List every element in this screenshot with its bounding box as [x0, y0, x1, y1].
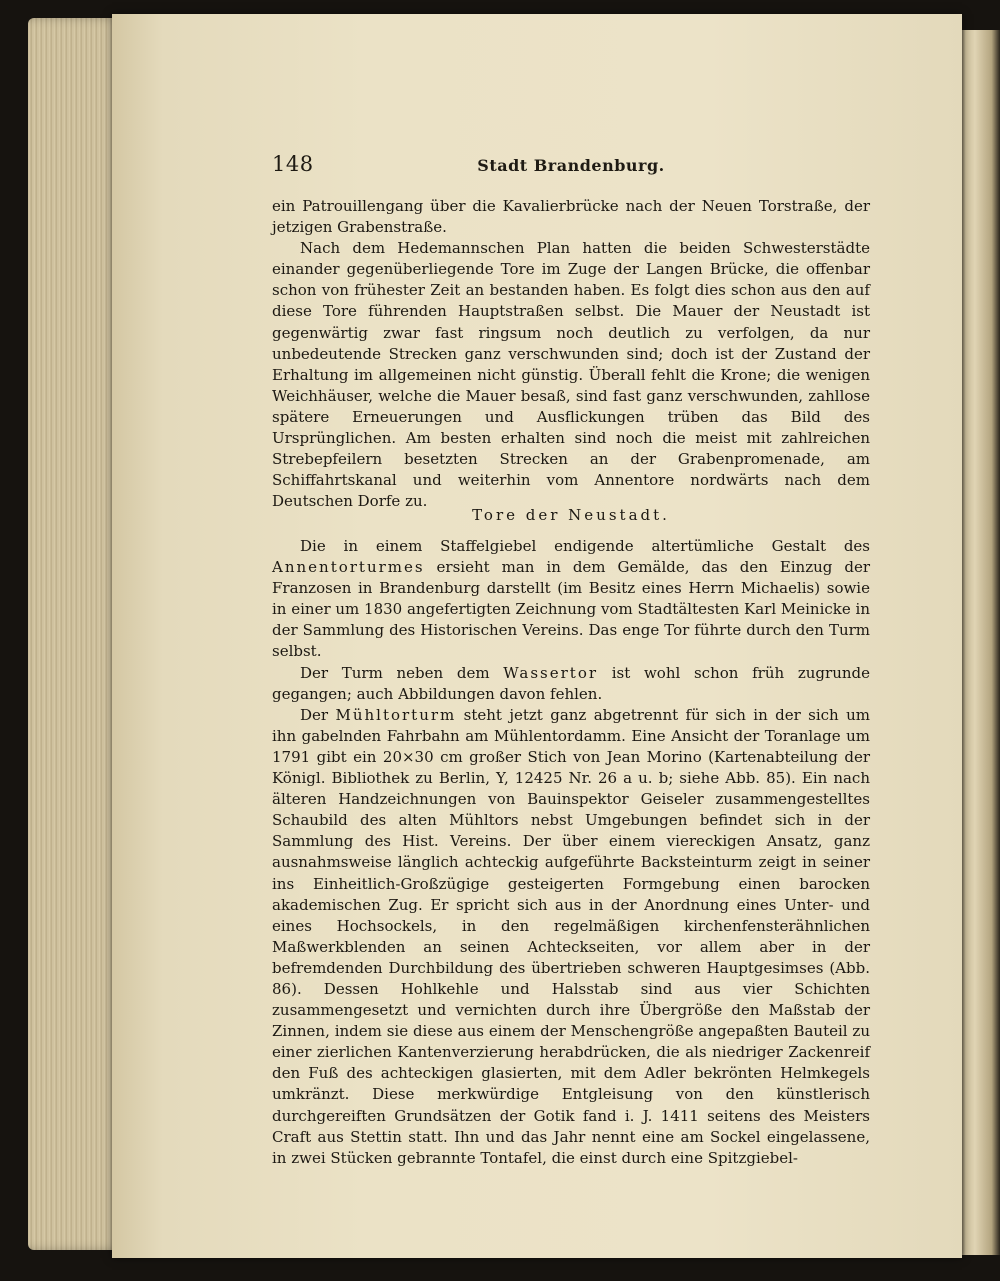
paragraph-continued: ein Patrouillengang über die Kavalierbrücke nach der Neuen Torstraße, der jetzigen Grabenstraße. — [272, 197, 870, 237]
text-run: Die in einem Staffelgiebel endigende altertümliche Gestalt des — [300, 537, 870, 555]
running-title: Stadt Brandenburg. — [477, 156, 665, 175]
facing-page-edge — [958, 30, 1000, 1255]
text-block-section — [272, 536, 870, 1169]
text-block-top — [272, 196, 870, 512]
text-run: ersieht man in dem Gemälde, das den Einzug der Franzosen in Brandenburg darstellt (im Besitz eines Herrn Michaelis) sowie in einer um 1830 angefertigten Zeichnung vom Stadtältesten Karl Meinicke in der Sammlung des Historischen Vereins. Das enge Tor führte durch den Turm selbst. — [272, 558, 870, 661]
page-number: 148 — [272, 152, 314, 176]
spaced-term-muehltorturm: Mühltorturm — [335, 705, 457, 724]
page-stack-edge — [28, 18, 124, 1250]
text-run: steht jetzt ganz abgetrennt für sich in der sich um ihn gabelnden Fahrbahn am Mühlentordamm. Eine Ansicht der Toranlage um 1791 gibt ein 20×30 cm großer Stich von Jean Morino (Kartenabteilung der Königl. Bibliothek zu Berlin, Y, 12425 Nr. 26 a u. b; siehe Abb. 85). Ein nach älteren Handzeichnungen von Bauinspektor Geiseler zusammengestelltes Schaubild des alten Mühltors nebst Umgebungen befindet sich in der Sammlung des Hist. Vereins. Der über einem viereckigen Ansatz, ganz ausnahmsweise länglich achteckig aufgeführte Backsteinturm zeigt in seiner ins Einheitlich-Großzügige gesteigerten Formgebung einen barocken akademischen Zug. Er spricht sich aus in der Anordnung eines Unter- und eines Hochsockels, in den regelmäßigen kirchenfensterähnlichen Maßwerkblenden an seinen Achteckseiten, vor allem aber in der befremdenden Durchbildung des übertrieben schweren Hauptgesimses (Abb. 86). Dessen Hohlkehle und Halsstab sind aus vier Schichten zusammengesetzt und vernichten durch ihre Übergröße den Maßstab der Zinnen, indem sie diese aus einem der Menschengröße angepaßten Bauteil zu einer zierlichen Kantenverzierung herabdrücken, die als niedriger Zackenreif den Fuß des achteckigen glasierten, mit dem Adler bekrönten Helmkegels umkränzt. Diese merkwürdige Entgleisung von den künstlerisch durchgereiften Grundsätzen der Gotik fand i. J. 1411 seitens des Meisters Craft aus Stettin statt. Ihn und das Jahr nennt eine am Sockel eingelassene, in zwei Stücken gebrannte Tontafel, die einst durch eine Spitzgiebel- — [272, 705, 870, 1167]
paragraph-annentor — [272, 536, 870, 663]
text-run: Der — [300, 705, 336, 724]
paragraph-wassertor — [272, 663, 870, 705]
spaced-term-wassertor: Wassertor — [503, 663, 599, 682]
text-run: Der Turm neben dem — [300, 663, 504, 682]
paragraph-muehltorturm — [272, 705, 870, 1169]
paragraph-hedemann-plan: Nach dem Hedemannschen Plan hatten die beiden Schwesterstädte einander gegenüberliegende Tore im Zuge der Langen Brücke, die offenbar schon von frühester Zeit an bestanden haben. Es folgt dies schon aus den auf diese Tore führenden Hauptstraßen selbst. Die Mauer der Neustadt ist gegenwärtig zwar fast ringsum noch deutlich zu verfolgen, da nur unbedeutende Strecken ganz verschwunden sind; doch ist der Zustand der Erhaltung im allgemeinen nicht günstig. Überall fehlt die Krone; die wenigen Weichhäuser, welche die Mauer besaß, sind fast ganz verschwunden, zahllose spätere Erneuerungen und Ausflickungen trüben das Bild des Ursprünglichen. Am besten erhalten sind noch die meist mit zahlreichen Strebepfeilern besetzten Strecken an der Grabenpromenade, am Schiffahrtskanal und weiterhin vom Annentore nordwärts nach dem Deutschen Dorfe zu. — [272, 239, 870, 511]
text-run: ist wohl schon früh zugrunde gegangen; auch Abbildungen davon fehlen. — [272, 663, 870, 703]
page-header — [272, 152, 870, 182]
spaced-term-annentorturm: Annentorturmes — [272, 558, 425, 577]
section-heading: Tore der Neustadt. — [472, 506, 670, 524]
